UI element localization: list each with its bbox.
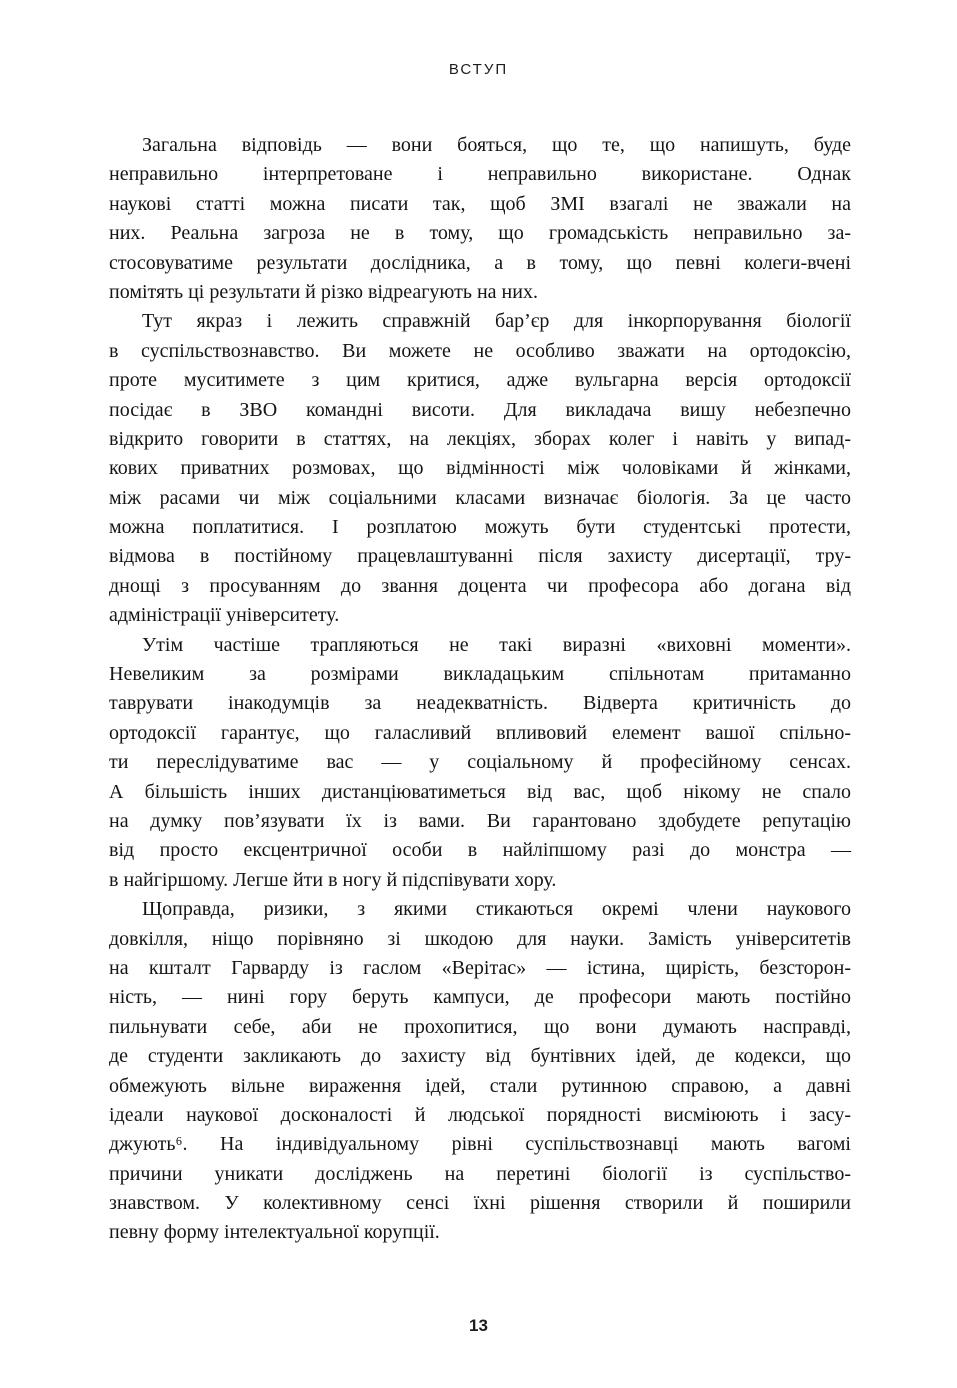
- page-number: 13: [469, 1316, 488, 1335]
- running-header: ВСТУП: [448, 61, 509, 78]
- text-line: наукові статті можна писати так, щоб ЗМІ взагалі не зважали на: [109, 192, 851, 215]
- text-line: днощі з просуванням до звання доцента чи професора або догана від: [109, 574, 851, 597]
- text-line: джують⁶. На індивідуальному рівні суспільствознавці мають вагомі: [109, 1133, 851, 1156]
- text-line: помітять ці результати й різко відреагують на них.: [109, 280, 538, 303]
- text-line: ти переслідуватиме вас — у соціальному й професійному сенсах.: [109, 751, 851, 774]
- text-line: де студенти закликають до захисту від бунтівних ідей, де кодекси, що: [109, 1045, 851, 1068]
- body-text: [109, 131, 851, 1248]
- text-line: ідеали наукової досконалості й людської порядності висміюють і засу-: [109, 1103, 851, 1126]
- text-line: між расами чи між соціальними класами визначає біологія. За це часто: [109, 486, 851, 509]
- text-line: в найгіршому. Легше йти в ногу й підспівувати хору.: [109, 868, 557, 891]
- text-line: посідає в ЗВО командні висоти. Для викладача вишу небезпечно: [109, 398, 851, 421]
- text-line: неправильно інтерпретоване і неправильно використане. Однак: [109, 163, 851, 186]
- text-line: відкрито говорити в статтях, на лекціях, зборах колег і навіть у випад-: [109, 427, 851, 450]
- text-line: знавством. У колективному сенсі їхні рішення створили й поширили: [109, 1192, 851, 1215]
- text-line: обмежують вільне вираження ідей, стали рутинною справою, а давні: [109, 1074, 851, 1097]
- text-line: в суспільствознавство. Ви можете не особливо зважати на ортодоксію,: [109, 339, 851, 362]
- paragraph: [109, 131, 851, 307]
- text-line: можна поплатитися. І розплатою можуть бути студентські протести,: [109, 516, 851, 539]
- text-line: довкілля, ніщо порівняно зі шкодою для науки. Замість університетів: [109, 927, 851, 950]
- text-line: від просто ексцентричної особи в найліпшому разі до монстра —: [109, 839, 851, 862]
- paragraph: [109, 631, 851, 896]
- paragraph: [109, 307, 851, 630]
- text-line: проте муситимете з цим критися, адже вульгарна версія ортодоксії: [109, 369, 851, 392]
- text-line: пильнувати себе, аби не прохопитися, що вони думають насправді,: [109, 1015, 851, 1038]
- text-line: на кшталт Гарварду із гаслом «Верітас» — істина, щирість, безсторон-: [109, 956, 851, 979]
- text-line: ортодоксії гарантує, що галасливий впливовий елемент вашої спільно-: [109, 721, 851, 744]
- text-line: таврувати інакодумців за неадекватність. Відверта критичність до: [109, 692, 851, 715]
- text-line: ність, — нині гору беруть кампуси, де професори мають постійно: [109, 986, 851, 1009]
- text-line: Утім частіше трапляються не такі виразні «виховні моменти».: [142, 633, 851, 656]
- text-line: стосовуватиме результати дослідника, а в тому, що певні колеги-вчені: [109, 251, 851, 274]
- text-line: відмова в постійному працевлаштуванні після захисту дисертації, тру-: [109, 545, 851, 568]
- text-line: на думку пов’язувати їх із вами. Ви гарантовано здобудете репутацію: [109, 809, 851, 832]
- text-line: Загальна відповідь — вони бояться, що те, що напишуть, буде: [142, 134, 851, 156]
- paragraph: [109, 895, 851, 1248]
- text-line: Невеликим за розмірами викладацьким спільнотам притаманно: [109, 663, 851, 686]
- text-line: Тут якраз і лежить справжній бар’єр для інкорпорування біології: [142, 310, 851, 333]
- text-line: адміністрації університету.: [109, 604, 340, 627]
- text-line: кових приватних розмовах, що відмінності між чоловіками й жінками,: [109, 457, 851, 480]
- text-line: них. Реальна загроза не в тому, що громадськість неправильно за-: [109, 222, 851, 245]
- text-line: певну форму інтелектуальної корупції.: [109, 1221, 440, 1244]
- text-line: Щоправда, ризики, з якими стикаються окремі члени наукового: [142, 898, 851, 921]
- text-line: А більшість інших дистанціюватиметься від вас, щоб нікому не спало: [109, 780, 851, 803]
- text-line: причини уникати досліджень на перетині біології із суспільство-: [109, 1162, 851, 1185]
